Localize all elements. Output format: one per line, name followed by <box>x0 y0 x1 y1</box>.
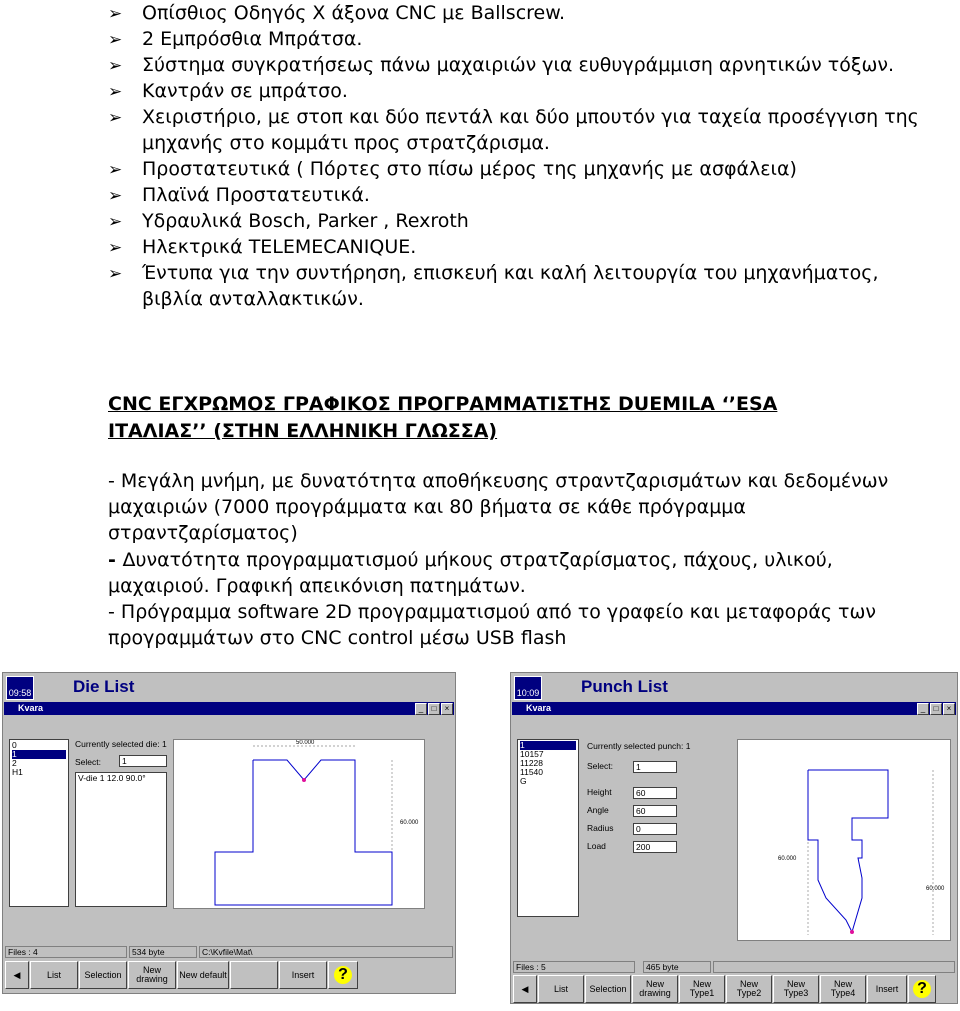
arrow-bullet-icon: ➢ <box>108 56 123 76</box>
punch-path <box>713 961 955 973</box>
feature-list <box>108 0 928 312</box>
feature-text: Οπίσθιος Οδηγός Χ άξονα CNC με Ballscrew. <box>142 2 566 24</box>
die-clock: 09:58 <box>6 676 34 700</box>
punch-help-button[interactable] <box>908 975 936 1003</box>
punch-selected-label: Currently selected punch: 1 <box>587 741 691 751</box>
list-item[interactable]: H1 <box>12 767 23 777</box>
arrow-bullet-icon: ➢ <box>108 264 123 284</box>
die-help-button[interactable] <box>328 961 358 989</box>
feature-text: Χειριστήριο, με στοπ και δύο πεντάλ και δύο μπουτόν για ταχεία προσέγγιση της μηχανής στο κομμάτι προς στρατζάρισμα. <box>142 106 919 154</box>
punch-window-buttons <box>917 703 955 715</box>
arrow-bullet-icon: ➢ <box>108 212 123 232</box>
list-item[interactable]: 11540 <box>520 767 544 777</box>
paragraph-programming: - Δυνατότητα προγραμματισμού μήκους στρατζαρίσματος, πάχους, υλικού, μαχαιριού. Γραφική απεικόνιση πατημάτων. <box>108 548 833 597</box>
punch-load-input[interactable]: 200 <box>633 841 677 853</box>
punch-list-button[interactable]: List <box>538 975 584 1003</box>
paragraph-memory: - Μεγάλη μνήμη, με δυνατότητα αποθήκευσης στραντζαρισμάτων και δεδομένων μαχαιριών (7000 προγράμματα και 80 βήματα σε κάθε πρόγραμμα στραντζαρίσματος) <box>108 470 889 545</box>
feature-text: Προστατευτικά ( Πόρτες στο πίσω μέρος της μηχανής με ασφάλεια) <box>142 158 797 180</box>
arrow-bullet-icon: ➢ <box>108 4 123 24</box>
feature-text: Ηλεκτρικά TELEMECANIQUE. <box>142 236 417 258</box>
die-toolbar <box>5 961 358 989</box>
feature-text: Έντυπα για την συντήρηση, επισκευή και καλή λειτουργία του μηχανήματος, βιβλία ανταλλακτικών. <box>142 262 879 310</box>
die-topbar <box>3 673 455 701</box>
punch-radius-label: Radius <box>587 823 614 833</box>
die-selected-label: Currently selected die: 1 <box>75 739 167 749</box>
die-window-buttons <box>415 703 453 715</box>
list-item[interactable]: 10157 <box>520 749 544 759</box>
die-select-label: Select: <box>75 757 101 767</box>
feature-item <box>108 0 928 26</box>
feature-text: 2 Εμπρόσθια Μπράτσα. <box>142 28 363 50</box>
punch-height-input[interactable]: 60 <box>633 787 677 799</box>
list-item[interactable]: 1 <box>520 741 576 750</box>
feature-item <box>108 182 928 208</box>
punch-select-label: Select: <box>587 761 613 771</box>
minimize-icon[interactable]: _ <box>917 703 929 715</box>
die-window-title: Kvara <box>4 702 454 715</box>
maximize-icon[interactable]: □ <box>930 703 942 715</box>
punch-profile-svg <box>738 740 950 940</box>
feature-text: Πλαϊνά Προστατευτικά. <box>142 184 370 206</box>
punch-new-type1-button[interactable]: New Type1 <box>679 975 725 1003</box>
feature-item <box>108 104 928 156</box>
punch-angle-input[interactable]: 60 <box>633 805 677 817</box>
die-selection-button[interactable]: Selection <box>79 961 127 989</box>
arrow-bullet-icon: ➢ <box>108 30 123 50</box>
punch-radius-input[interactable]: 0 <box>633 823 677 835</box>
list-item[interactable]: 11228 <box>520 758 544 768</box>
arrow-bullet-icon: ➢ <box>108 186 123 206</box>
feature-item <box>108 208 928 234</box>
die-bytes: 534 byte <box>129 946 197 958</box>
close-icon[interactable]: × <box>441 703 453 715</box>
punch-list-box[interactable] <box>517 739 579 917</box>
section-heading: CNC ΕΓΧΡΩΜΟΣ ΓΡΑΦΙΚΟΣ ΠΡΟΓΡΑΜΜΑΤΙΣΤΗΣ DUEMILA ‘’ESA ΙΤΑΛΙΑΣ’’ (ΣΤΗΝ ΕΛΛΗΝΙΚΗ ΓΛΩΣΣΑ) <box>108 393 778 442</box>
feature-item <box>108 156 928 182</box>
punch-insert-button[interactable]: Insert <box>867 975 907 1003</box>
punch-toolbar <box>513 975 936 1003</box>
punch-new-type2-button[interactable]: New Type2 <box>726 975 772 1003</box>
punch-new-type3-button[interactable]: New Type3 <box>773 975 819 1003</box>
punch-list-screenshot <box>510 672 958 1004</box>
die-path: C:\Kvfile\Mat\ <box>199 946 453 958</box>
feature-text: Υδραυλικά Bosch, Parker , Rexroth <box>142 210 469 232</box>
paragraph-software: - Πρόγραμμα software 2D προγραμματισμού από το γραφείο και μεταφοράς των προγραμμάτων στο CNC control μέσω USB flash <box>108 601 877 650</box>
help-icon: ? <box>334 966 352 984</box>
close-icon[interactable]: × <box>943 703 955 715</box>
punch-selection-button[interactable]: Selection <box>585 975 631 1003</box>
arrow-bullet-icon: ➢ <box>108 82 123 102</box>
list-item[interactable]: 1 <box>12 750 66 759</box>
punch-window-title: Kvara <box>512 702 956 715</box>
help-icon: ? <box>913 980 931 998</box>
punch-new-type4-button[interactable]: New Type4 <box>820 975 866 1003</box>
die-new-default-button[interactable]: New default <box>177 961 229 989</box>
die-empty-button[interactable] <box>230 961 278 989</box>
punch-app-title: Punch List <box>581 677 668 696</box>
list-item[interactable]: 0 <box>12 740 17 750</box>
die-new-drawing-button[interactable]: New drawing <box>128 961 176 989</box>
feature-text: Καντράν σε μπράτσο. <box>142 80 348 102</box>
back-arrow-icon[interactable]: ◀ <box>5 961 29 989</box>
list-item[interactable]: 2 <box>12 758 17 768</box>
feature-item <box>108 234 928 260</box>
punch-angle-label: Angle <box>587 805 609 815</box>
punch-new-drawing-button[interactable]: New drawing <box>632 975 678 1003</box>
feature-text: Σύστημα συγκρατήσεως πάνω μαχαιριών για ευθυγράμμιση αρνητικών τόξων. <box>142 54 895 76</box>
punch-drawing <box>737 739 951 941</box>
punch-height-label: Height <box>587 787 612 797</box>
punch-bytes: 465 byte <box>643 961 711 973</box>
list-item[interactable]: G <box>520 776 527 786</box>
feature-item <box>108 26 928 52</box>
description <box>108 468 908 651</box>
die-select-input[interactable]: 1 <box>119 755 167 767</box>
die-list-button[interactable]: List <box>30 961 78 989</box>
punch-files-count: Files : 5 <box>513 961 635 973</box>
die-dim-top: 50.000 <box>296 740 315 746</box>
die-list-box[interactable] <box>9 739 69 907</box>
die-info-box: V-die 1 12.0 90.0° <box>75 772 167 907</box>
die-drawing <box>173 739 425 909</box>
die-dim-right: 60.000 <box>400 820 419 826</box>
arrow-bullet-icon: ➢ <box>108 108 123 128</box>
die-insert-button[interactable]: Insert <box>279 961 327 989</box>
die-profile-svg <box>174 740 424 908</box>
punch-dim-right: 60.000 <box>926 886 945 892</box>
punch-topbar <box>511 673 957 701</box>
arrow-bullet-icon: ➢ <box>108 238 123 258</box>
die-app-title: Die List <box>73 677 135 696</box>
feature-item <box>108 52 928 78</box>
die-files-count: Files : 4 <box>5 946 127 958</box>
punch-select-input[interactable]: 1 <box>633 761 677 773</box>
minimize-icon[interactable]: _ <box>415 703 427 715</box>
punch-load-label: Load <box>587 841 606 851</box>
feature-item <box>108 78 928 104</box>
feature-item <box>108 260 928 312</box>
punch-clock: 10:09 <box>514 676 542 700</box>
die-list-screenshot <box>2 672 456 994</box>
punch-dim-left: 60.000 <box>778 856 797 862</box>
arrow-bullet-icon: ➢ <box>108 160 123 180</box>
back-arrow-icon[interactable]: ◀ <box>513 975 537 1003</box>
maximize-icon[interactable]: □ <box>428 703 440 715</box>
